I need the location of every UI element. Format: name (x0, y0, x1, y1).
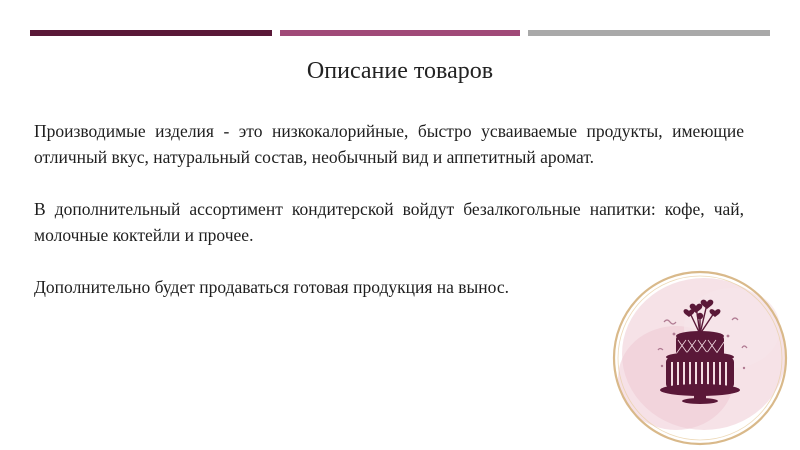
top-accent-bar-left (30, 30, 272, 36)
slide-title: Описание товаров (306, 58, 494, 84)
top-accent-bar-middle (280, 30, 520, 36)
paragraph-products: Производимые изделия - это низкокалорийные, быстро усваиваемые продукты, имеющие отличный вкус, натуральный состав, необычный вид и аппетитный аромат. (34, 121, 744, 167)
paragraph-takeaway: Дополнительно будет продаваться готовая продукция на вынос. (34, 277, 509, 297)
cake-icon (604, 258, 796, 450)
paragraph-assortment: В дополнительный ассортимент кондитерской войдут безалкогольные напитки: кофе, чай, молочные коктейли и прочее. (34, 199, 744, 245)
top-accent-bar-right (528, 30, 770, 36)
